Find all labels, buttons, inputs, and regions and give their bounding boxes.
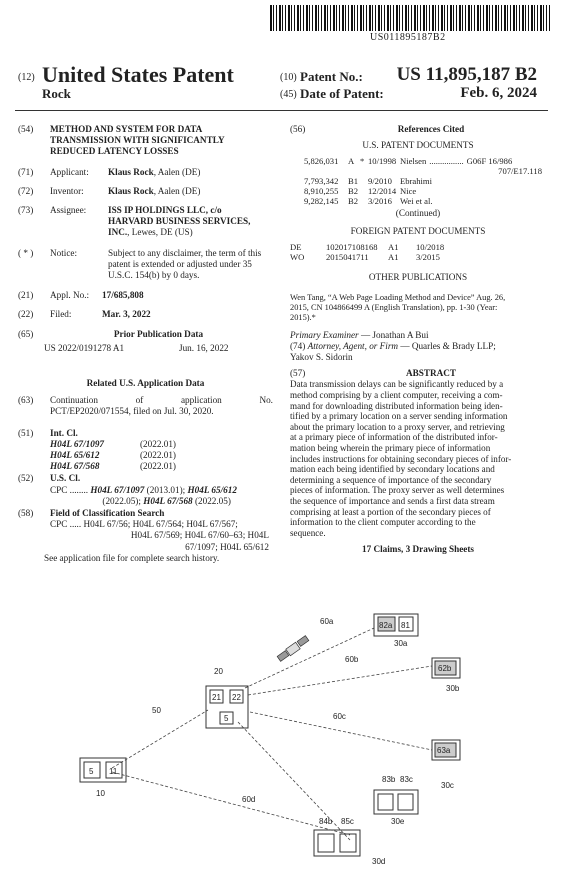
doc-number: 5,826,031 [304, 156, 339, 167]
inid-57: (57) [290, 368, 306, 379]
doc-country: DE [290, 241, 302, 252]
inid-21: (21) [18, 290, 34, 301]
other-pub-line: 2015).* [290, 313, 316, 323]
node-30e [374, 790, 418, 814]
invention-title-line: REDUCED LATENCY LOSSES [50, 146, 179, 157]
inid-12: (12) [18, 72, 35, 83]
doc-name: Nice [400, 186, 417, 197]
satellite-icon [277, 636, 309, 662]
cpc-code: H04L 67/1097 [90, 484, 145, 495]
fig-label: 30c [441, 781, 454, 790]
doc-kind: A1 [388, 251, 399, 262]
fig-label: 30a [394, 639, 408, 648]
fig-label: 5 [89, 767, 94, 776]
abstract-line: pieces of information. The proxy server as well determines [290, 485, 505, 496]
fig-label: 60c [333, 712, 346, 721]
foreign-docs-list [290, 242, 546, 262]
doc-number: 9,282,145 [304, 196, 339, 207]
doc-date: 10/1998 [368, 156, 397, 167]
fig-label: 84b [319, 817, 333, 826]
doc-date: 9/2010 [368, 176, 392, 187]
inid-22: (22) [18, 309, 34, 320]
inventor-location: , Aalen (DE) [153, 185, 201, 196]
foreign-doc-row [290, 252, 546, 262]
abstract-line: mation being wherein the primary piece of information [290, 443, 491, 453]
fig-label: 83c [400, 775, 413, 784]
fig-label: 83b [382, 775, 396, 784]
examiner-row [290, 330, 546, 341]
abstract-line: sequence. [290, 527, 326, 538]
inid-54: (54) [18, 124, 34, 134]
cpc-code: H04L 67/568 [143, 495, 193, 506]
fig-label: 5 [224, 714, 229, 723]
inventor-label: Inventor: [50, 185, 84, 196]
notice-label: Notice: [50, 247, 78, 258]
inid-51: (51) [18, 427, 34, 438]
prior-pub-row [18, 343, 273, 354]
doc-number: 2015041711 [326, 251, 369, 262]
inid-56: (56) [290, 124, 306, 134]
doc-kind: A1 [388, 241, 399, 252]
applicant-name: Klaus Rock [108, 166, 154, 177]
field-search-row [18, 508, 273, 553]
fig-label: 22 [232, 693, 241, 702]
prior-pub-heading-row [18, 329, 273, 340]
inid-63: (63) [18, 395, 34, 406]
inid-65: (65) [18, 328, 34, 339]
assignee-line: ISS IP HOLDINGS LLC, c/o [108, 205, 222, 216]
fig-label: 11 [109, 767, 118, 776]
fig-label: 21 [212, 693, 221, 702]
inventor-name: Klaus Rock [108, 185, 154, 196]
references-heading: References Cited [397, 124, 465, 134]
inid-45: (45) [280, 89, 297, 100]
abstract-line: comprising at least a portion of the secondary pieces of [290, 506, 491, 517]
inid-71: (71) [18, 166, 34, 177]
continuation-word: of [135, 395, 144, 406]
intcl-code: H04L 67/568 [50, 461, 100, 472]
fig-label: 10 [96, 789, 105, 798]
examiner-name: — Jonathan A Bui [358, 329, 429, 340]
prior-pub-date: Jun. 16, 2022 [179, 342, 229, 353]
patent-no-label: Patent No.: [300, 69, 363, 84]
doc-kind: B1 [348, 176, 359, 187]
doc-dots: ................ [429, 156, 464, 167]
continued-note: (Continued) [395, 208, 441, 219]
abstract-line: mation each being identified by secondary locations and [290, 464, 495, 475]
attorney-name-2: Yakov S. Sidorin [290, 352, 353, 363]
attorney-label: Attorney, Agent, or Firm [307, 340, 399, 351]
title-section [18, 124, 273, 158]
continuation-word: Continuation [50, 395, 98, 406]
intcl-code: H04L 67/1097 [50, 438, 105, 449]
abstract-line: about the primary location to a proxy server, and retrieving [290, 421, 505, 432]
fig-label: 60b [345, 655, 359, 664]
fig-label: 81 [401, 621, 410, 630]
related-heading: Related U.S. Application Data [86, 378, 205, 389]
claims-summary: 17 Claims, 3 Drawing Sheets [361, 544, 475, 555]
abstract-line: determining a sequence of importance of the secondary [290, 474, 492, 485]
us-docs-list [290, 156, 546, 206]
document-title: United States Patent [42, 62, 234, 87]
network-figure [0, 600, 561, 870]
intcl-version: (2022.01) [140, 450, 176, 461]
us-doc-row [290, 176, 546, 186]
doc-number: 7,793,342 [304, 176, 339, 187]
cpc-version: (2022.05); [102, 495, 144, 506]
doc-name: Wei et al. [400, 196, 433, 207]
doc-date: 12/2014 [368, 186, 397, 197]
notice-row [18, 248, 273, 282]
notice-line: U.S.C. 154(b) by 0 days. [108, 270, 200, 281]
fig-label: 50 [152, 706, 161, 715]
inid-52: (52) [18, 473, 34, 484]
doc-date: 3/2016 [368, 196, 392, 207]
abstract-line: information to the client computer according to the [290, 517, 476, 528]
us-doc-row [290, 156, 546, 166]
filed-date: Mar. 3, 2022 [102, 309, 151, 320]
appl-no-row [18, 290, 273, 301]
patent-date: Feb. 6, 2024 [460, 85, 537, 101]
assignee-label: Assignee: [50, 205, 87, 216]
barcode [270, 5, 550, 31]
doc-date: 3/2015 [416, 251, 440, 262]
node-30d [314, 830, 360, 856]
inid-73: (73) [18, 205, 34, 216]
inventor-row [18, 186, 273, 197]
inid-74: (74) [290, 340, 306, 351]
continuation-line: PCT/EP2020/071554, filed on Jul. 30, 2020. [50, 406, 214, 417]
abstract-line: Data transmission delays can be significantly reduced by a [290, 379, 504, 390]
fig-label: 30b [446, 684, 460, 693]
appl-no-label: Appl. No.: [50, 290, 90, 301]
doc-number: 102017108168 [326, 241, 378, 252]
applicant-row [18, 167, 273, 178]
cpc-version: (2022.05) [192, 495, 231, 506]
us-docs-heading: U.S. PATENT DOCUMENTS [362, 140, 474, 151]
field-search-label: Field of Classification Search [50, 508, 165, 519]
field-search-line: CPC ..... H04L 67/56; H04L 67/564; H04L 67/567; [50, 519, 238, 530]
inid-10: (10) [280, 72, 297, 83]
intcl-label: Int. Cl. [50, 427, 78, 438]
uscl-label: U.S. Cl. [50, 473, 81, 484]
inid-star: ( * ) [18, 247, 34, 258]
other-pubs-heading: OTHER PUBLICATIONS [368, 271, 468, 282]
assignee-line: INC. [108, 227, 128, 238]
intcl-row [18, 428, 273, 473]
patent-number: US 11,895,187 B2 [396, 64, 537, 85]
foreign-doc-row [290, 242, 546, 252]
fig-label: 30d [372, 857, 386, 866]
continuation-row [18, 395, 273, 417]
cpc-prefix: CPC ........ [50, 484, 89, 495]
abstract-line: method comprising by a client computer, receiving a com- [290, 390, 503, 401]
see-application-note: See application file for complete search history. [44, 552, 220, 563]
us-doc-row [290, 196, 546, 206]
doc-number: 8,910,255 [304, 186, 339, 197]
refs-heading-row [290, 124, 546, 135]
prior-pub-heading: Prior Publication Data [113, 328, 204, 339]
doc-country: WO [290, 251, 305, 262]
attorney-name: — Quarles & Brady LLP; [398, 340, 496, 351]
client-node [80, 758, 126, 782]
other-pub-line: 2015, CN 104866499 A (English Translation), pp. 1-30 (Year: [290, 303, 498, 313]
field-search-line: H04L 67/569; H04L 67/60–63; H04L [130, 530, 269, 541]
attorney-row [290, 341, 546, 352]
other-pub-line: Wen Tang, “A Web Page Loading Method and Device” Aug. 26, [290, 293, 506, 303]
doc-date: 10/2018 [416, 241, 445, 252]
abstract-line: mand for downloading distributed information being iden- [290, 400, 503, 411]
date-label: Date of Patent: [300, 86, 384, 101]
abstract-body [290, 379, 546, 538]
fig-label: 20 [214, 667, 223, 676]
cpc-code: H04L 65/612 [187, 484, 237, 495]
intcl-code: H04L 65/612 [50, 450, 100, 461]
abstract-line: the sequence of importance and sends a first data stream [290, 495, 495, 506]
examiner-label: Primary Examiner [290, 329, 359, 340]
doc-kind: B2 [348, 186, 359, 197]
inventor-surname: Rock [42, 86, 71, 101]
doc-kind: B2 [348, 196, 359, 207]
notice-line: patent is extended or adjusted under 35 [108, 258, 252, 269]
applicant-label: Applicant: [50, 166, 89, 177]
fig-label: 60d [242, 795, 256, 804]
fig-label: 85c [341, 817, 354, 826]
assignee-location: , Lewes, DE (US) [127, 227, 193, 238]
fig-label: 62b [438, 664, 452, 673]
abstract-line: includes instructions for obtaining secondary pieces of infor- [290, 453, 512, 464]
doc-class: G06F 16/986 [466, 156, 513, 167]
right-column [290, 124, 546, 556]
filed-row [18, 309, 273, 320]
filed-label: Filed: [50, 309, 72, 320]
left-column [18, 124, 273, 564]
fig-label: 63a [437, 746, 451, 755]
uscl-row [18, 473, 273, 507]
doc-name: Ebrahimi [400, 176, 432, 187]
assignee-line: HARVARD BUSINESS SERVICES, [108, 216, 251, 227]
field-search-line: 67/1097; H04L 65/612 [185, 541, 269, 552]
doc-star: * [360, 156, 365, 167]
inid-72: (72) [18, 185, 34, 196]
fig-label: 82a [379, 621, 393, 630]
other-pubs [290, 293, 546, 324]
cpc-version: (2013.01); [144, 484, 188, 495]
assignee-row [18, 205, 273, 239]
intcl-version: (2022.01) [140, 438, 176, 449]
continuation-word: No. [259, 395, 273, 406]
intcl-version: (2022.01) [140, 461, 176, 472]
abstract-line: tified by a primary location on a server sending information [290, 411, 508, 422]
header-divider [15, 110, 548, 111]
figure-labels [89, 617, 460, 866]
invention-title-line: METHOD AND SYSTEM FOR DATA [50, 124, 203, 134]
abstract-heading-row [290, 368, 546, 379]
doc-subclass: 707/E17.118 [498, 166, 542, 177]
applicant-location: , Aalen (DE) [153, 166, 201, 177]
foreign-docs-heading: FOREIGN PATENT DOCUMENTS [350, 225, 486, 236]
connection-lines [112, 628, 432, 840]
prior-pub-no: US 2022/0191278 A1 [44, 342, 125, 353]
fig-label: 60a [320, 617, 334, 626]
continuation-word: application [180, 395, 222, 406]
fig-label: 30e [391, 817, 405, 826]
doc-name: Nielsen [400, 156, 427, 167]
abstract-line: at a primary piece of information of the distributed infor- [290, 432, 498, 443]
appl-no: 17/685,808 [102, 290, 144, 301]
us-doc-row [290, 186, 546, 196]
doc-kind: A [348, 156, 355, 167]
publication-number: US011895187B2 [370, 32, 446, 43]
notice-line: Subject to any disclaimer, the term of this [108, 247, 262, 258]
invention-title-line: TRANSMISSION WITH SIGNIFICANTLY [50, 135, 225, 146]
abstract-heading: ABSTRACT [405, 368, 457, 379]
inid-58: (58) [18, 508, 34, 519]
